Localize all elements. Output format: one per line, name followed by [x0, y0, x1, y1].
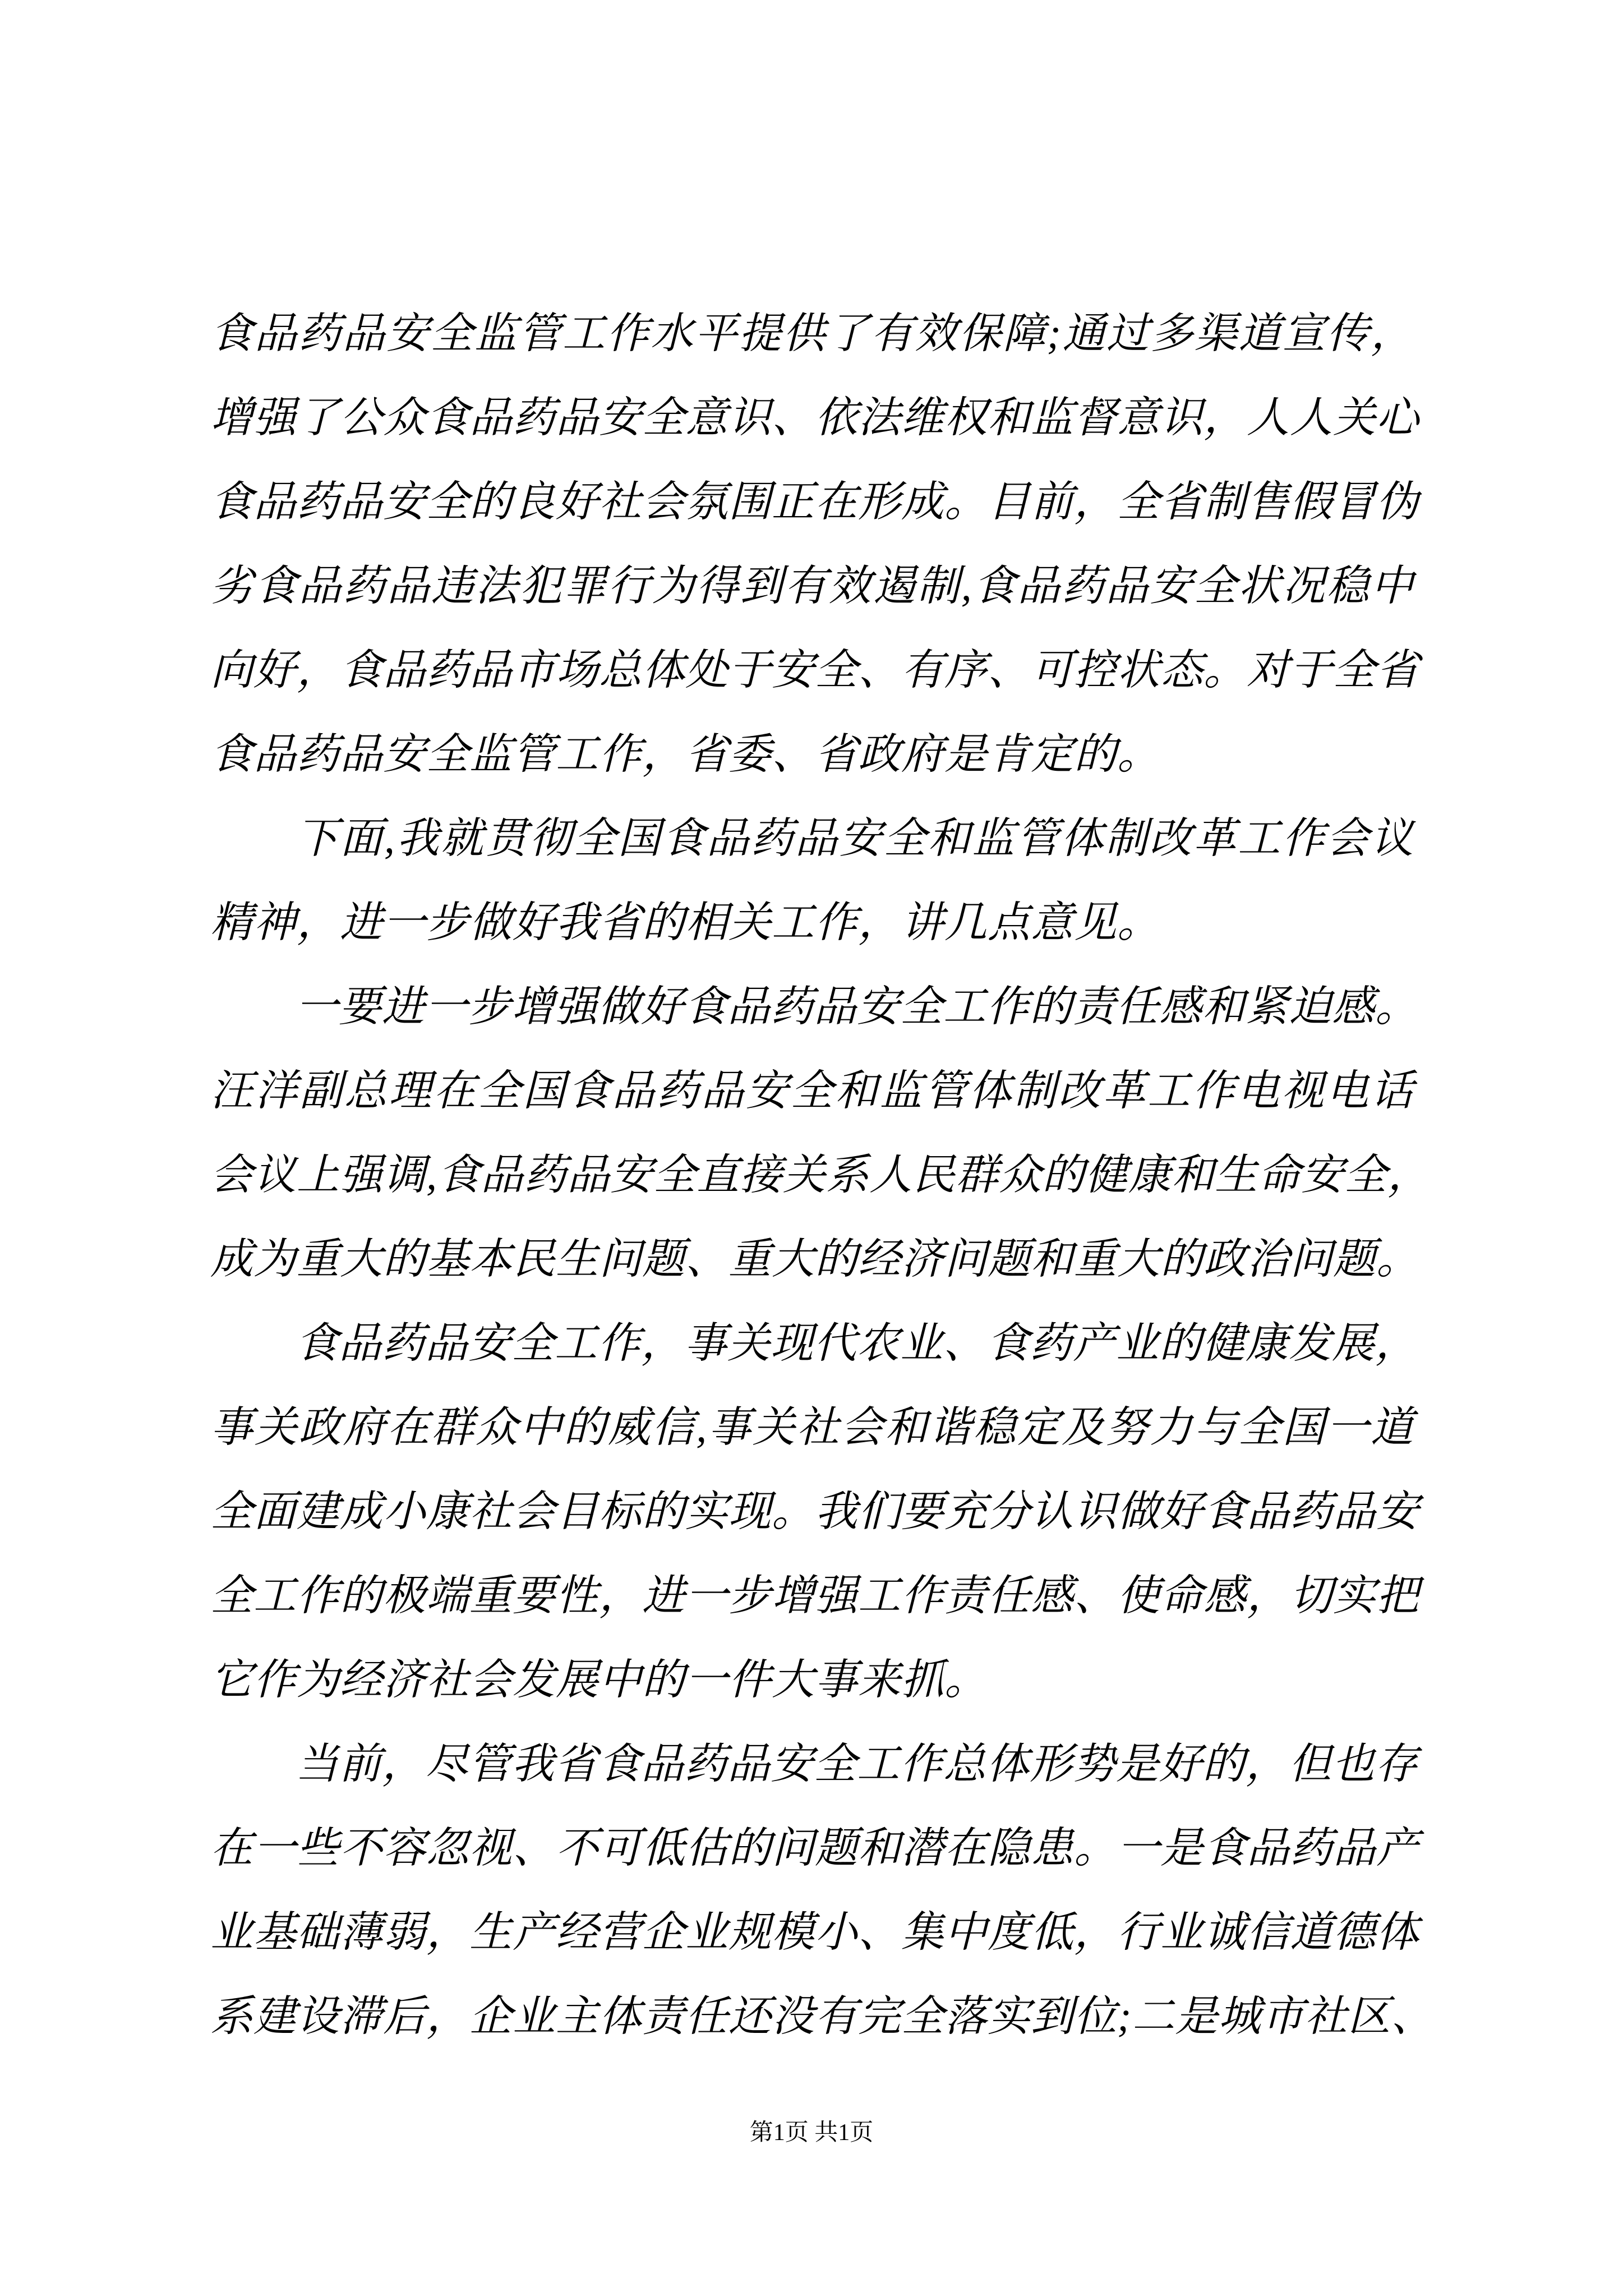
text-line: 增强了公众食品药品安全意识、依法维权和监督意识，人人关心: [210, 394, 1419, 441]
text-line: 食品药品安全的良好社会氛围正在形成。目前，全省制售假冒伪: [210, 478, 1419, 526]
text-line: 会议上强调,食品药品安全直接关系人民群众的健康和生命安全，: [210, 1152, 1431, 1199]
text-line: 当前，尽管我省食品药品安全工作总体形势是好的，但也存: [296, 1741, 1418, 1788]
text-line: 它作为经济社会发展中的一件大事来抓。: [210, 1657, 988, 1704]
text-line: 向好，食品药品市场总体处于安全、有序、可控状态。对于全省: [210, 647, 1419, 694]
text-line: 成为重大的基本民生问题、重大的经济问题和重大的政治问题。: [210, 1236, 1419, 1283]
text-line: 食品药品安全工作，事关现代农业、食药产业的健康发展，: [296, 1320, 1418, 1367]
text-line: 一要进一步增强做好食品药品安全工作的责任感和紧迫感。: [296, 983, 1418, 1030]
text-line: 事关政府在群众中的威信,事关社会和谐稳定及努力与全国一道: [210, 1404, 1414, 1451]
page-number: 第1页 共1页: [749, 2120, 874, 2146]
text-line: 下面,我就贯彻全国食品药品安全和监管体制改革工作会议: [296, 815, 1414, 862]
text-line: 劣食品药品违法犯罪行为得到有效遏制,食品药品安全状况稳中: [210, 563, 1414, 610]
text-line: 系建设滞后，企业主体责任还没有完全落实到位;二是城市社区、: [210, 1993, 1435, 2040]
text-line: 食品药品安全监管工作，省委、省政府是肯定的。: [210, 731, 1160, 778]
text-line: 汪洋副总理在全国食品药品安全和监管体制改革工作电视电话: [210, 1068, 1414, 1115]
text-line: 精神，进一步做好我省的相关工作，讲几点意见。: [210, 899, 1160, 946]
text-line: 全工作的极端重要性，进一步增强工作责任感、使命感，切实把: [210, 1572, 1419, 1619]
page-footer: [0, 2116, 1623, 2150]
text-line: 全面建成小康社会目标的实现。我们要充分认识做好食品药品安: [210, 1488, 1419, 1535]
document-body: [210, 292, 1435, 2059]
text-line: 食品药品安全监管工作水平提供了有效保障;通过多渠道宣传，: [210, 310, 1414, 357]
text-line: 业基础薄弱，生产经营企业规模小、集中度低，行业诚信道德体: [210, 1909, 1419, 1956]
text-line: 在一些不容忽视、不可低估的问题和潜在隐患。一是食品药品产: [210, 1825, 1419, 1872]
